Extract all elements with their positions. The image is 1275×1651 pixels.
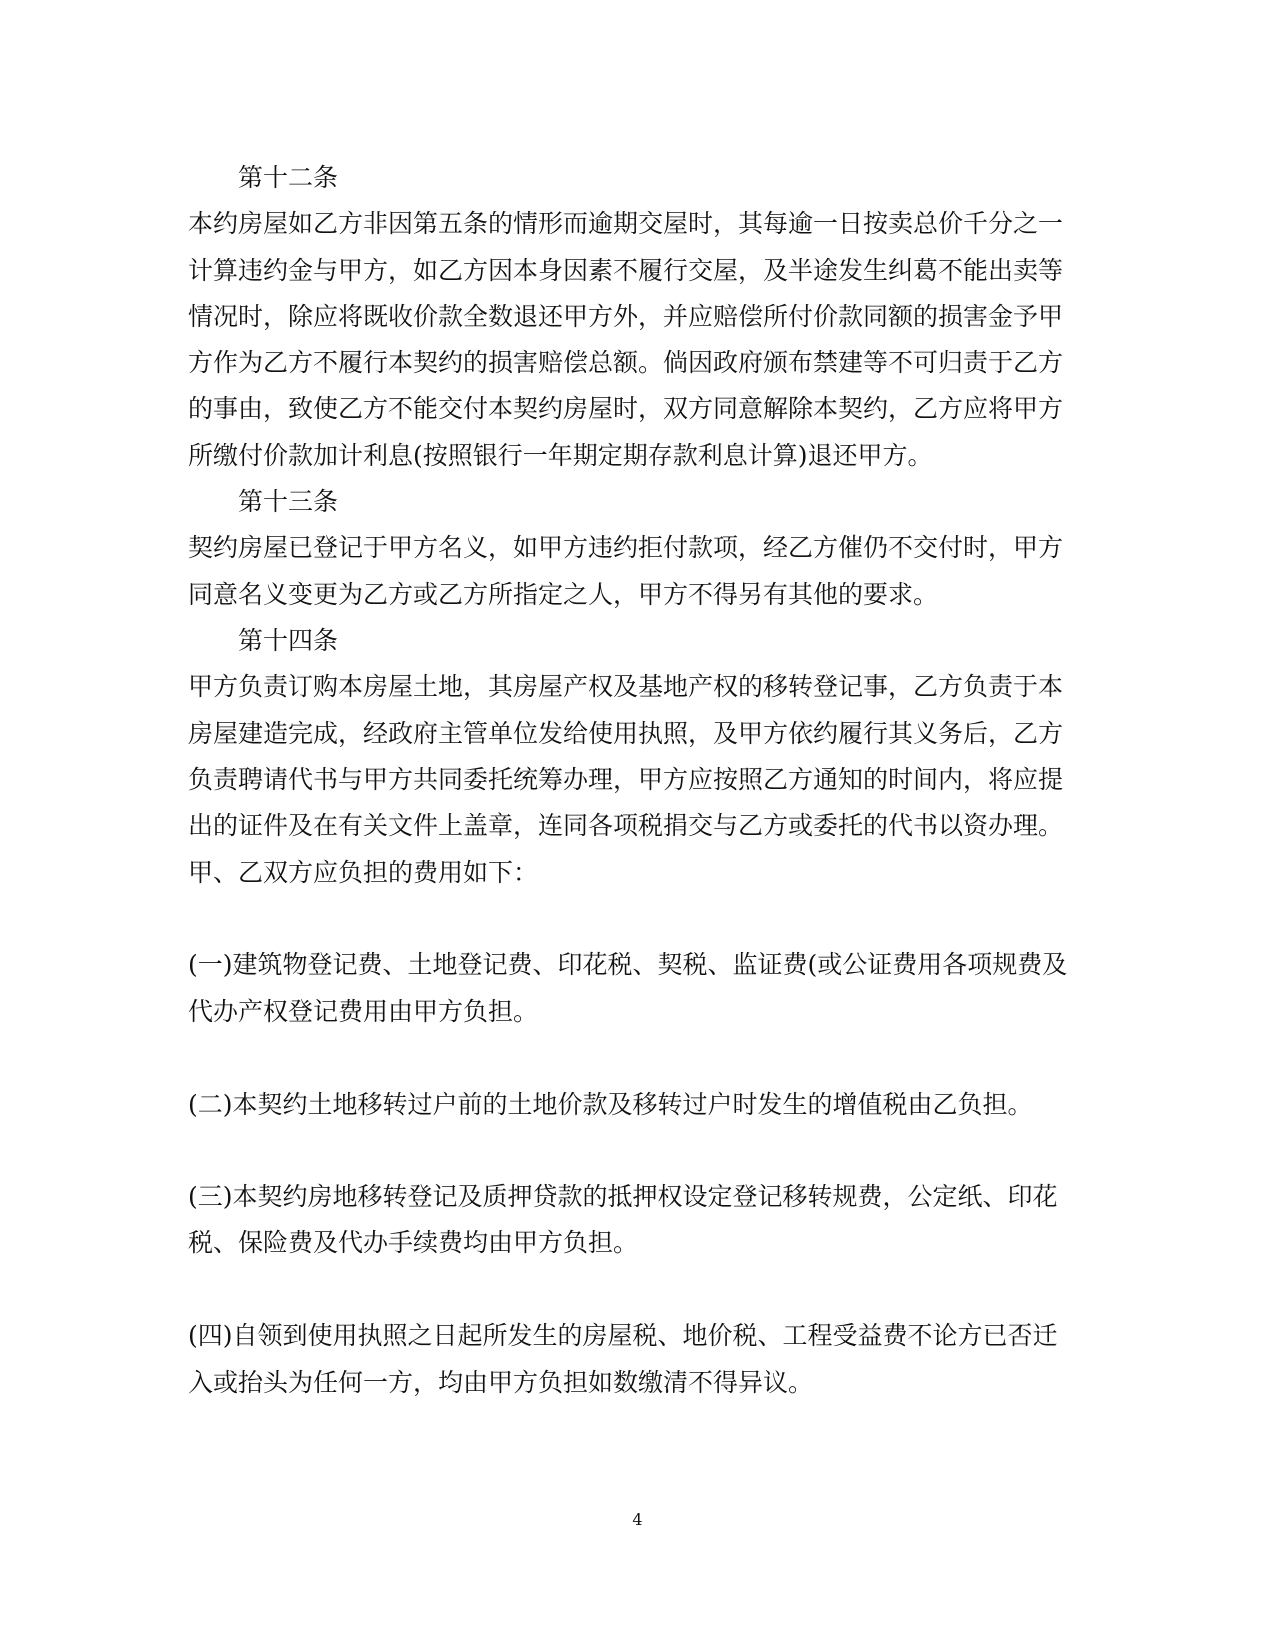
article-14-line: 出的证件及在有关文件上盖章，连同各项税捐交与乙方或委托的代书以资办理。	[188, 811, 1064, 840]
fee-item-2-line: (二)本契约土地移转过户前的土地价款及移转过户时发生的增值税由乙负担。	[188, 1090, 1033, 1119]
article-14-heading: 第十四条	[238, 626, 339, 655]
article-14-line: 负责聘请代书与甲方共同委托统筹办理，甲方应按照乙方通知的时间内，将应提	[188, 765, 1064, 794]
fee-item-3-line: (三)本契约房地移转登记及质押贷款的抵押权设定登记移转规费，公定纸、印花	[188, 1182, 1058, 1211]
article-14-line: 甲方负责订购本房屋土地，其房屋产权及基地产权的移转登记事，乙方负责于本	[188, 672, 1064, 701]
article-12-heading: 第十二条	[238, 163, 339, 192]
fee-item-1-line: 代办产权登记费用由甲方负担。	[188, 997, 539, 1026]
article-12-line: 计算违约金与甲方，如乙方因本身因素不履行交屋，及半途发生纠葛不能出卖等	[188, 256, 1064, 285]
fee-item-1-line: (一)建筑物登记费、土地登记费、印花税、契税、监证费(或公证费用各项规费及	[188, 950, 1068, 979]
article-14-line: 房屋建造完成，经政府主管单位发给使用执照，及甲方依约履行其义务后，乙方	[188, 719, 1064, 748]
fee-item-3-line: 税、保险费及代办手续费均由甲方负担。	[188, 1228, 639, 1257]
article-12-line: 方作为乙方不履行本契约的损害赔偿总额。倘因政府颁布禁建等不可归责于乙方	[188, 348, 1064, 377]
article-12-line: 的事由，致使乙方不能交付本契约房屋时，双方同意解除本契约，乙方应将甲方	[188, 394, 1064, 423]
fee-item-4-line: (四)自领到使用执照之日起所发生的房屋税、地价税、工程受益费不论方已否迁	[188, 1321, 1058, 1350]
fee-item-4-line: 入或抬头为任何一方，均由甲方负担如数缴清不得异议。	[188, 1368, 814, 1397]
article-13-heading: 第十三条	[238, 487, 339, 516]
article-13-line: 契约房屋已登记于甲方名义，如甲方违约拒付款项，经乙方催仍不交付时，甲方	[188, 533, 1064, 562]
article-13-line: 同意名义变更为乙方或乙方所指定之人，甲方不得另有其他的要求。	[188, 580, 939, 609]
article-12-line: 情况时，除应将既收价款全数退还甲方外，并应赔偿所付价款同额的损害金予甲	[188, 302, 1064, 331]
article-12-line: 本约房屋如乙方非因第五条的情形而逾期交屋时，其每逾一日按卖总价千分之一	[188, 209, 1064, 238]
page-number: 4	[632, 1510, 643, 1529]
article-14-line: 甲、乙双方应负担的费用如下：	[188, 858, 539, 887]
article-12-line: 所缴付价款加计利息(按照银行一年期定期存款利息计算)退还甲方。	[188, 441, 933, 470]
